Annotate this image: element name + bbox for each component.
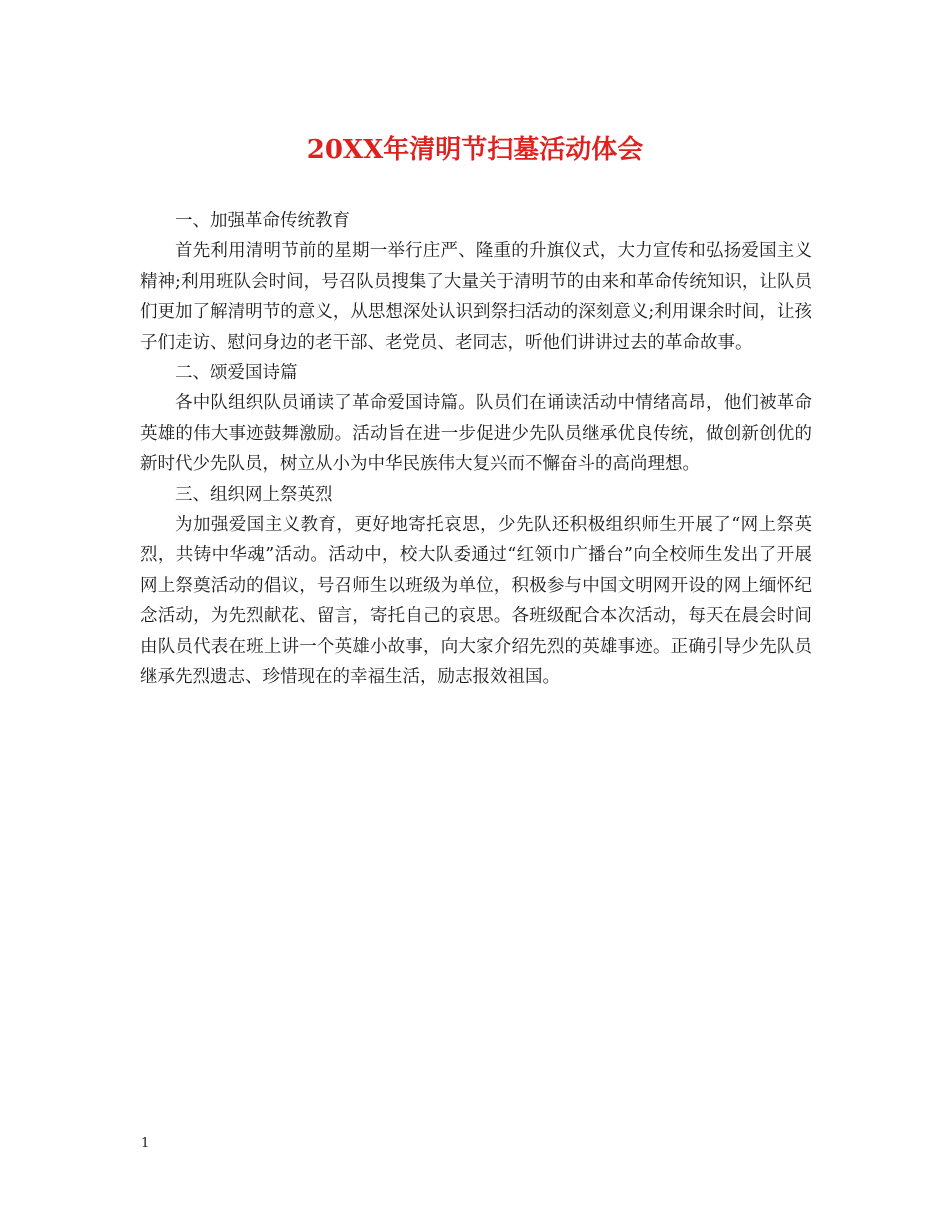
paragraph-1: 首先利用清明节前的星期一举行庄严、隆重的升旗仪式，大力宣传和弘扬爱国主义精神;利用班队会时间，号召队员搜集了大量关于清明节的由来和革命传统知识，让队员们更加了解清明节的意义，从思想深处认识到祭扫活动的深刻意义;利用课余时间，让孩子们走访、慰问身边的老干部、老党员、老同志，听他们讲讲过去的革命故事。 — [140, 241, 812, 353]
paragraph-3: 为加强爱国主义教育，更好地寄托哀思，少先队还积极组织师生开展了“网上祭英烈，共铸中华魂”活动。活动中，校大队委通过“红领巾广播台”向全校师生发出了开展网上祭奠活动的倡议，号召师生以班级为单位，积极参与中国文明网开设的网上缅怀纪念活动，为先烈献花、留言，寄托自己的哀思。各班级配合本次活动，每天在晨会时间由队员代表在班上讲一个英雄小故事，向大家介绍先烈的英雄事迹。正确引导少先队员继承先烈遗志、珍惜现在的幸福生活，励志报效祖国。 — [140, 515, 812, 688]
section-heading-1: 一、加强革命传统教育 — [175, 211, 350, 231]
document-title: 20XX年清明节扫墓活动体会 — [306, 135, 644, 165]
section-heading-3: 三、组织网上祭英烈 — [175, 484, 333, 505]
page-number: 1 — [141, 1136, 150, 1151]
document-body — [140, 206, 812, 693]
section-heading-2: 二、颂爱国诗篇 — [175, 363, 298, 384]
paragraph-2: 各中队组织队员诵读了革命爱国诗篇。队员们在诵读活动中情绪高昂，他们被革命英雄的伟大事迹鼓舞激励。活动旨在进一步促进少先队员继承优良传统，做创新创优的新时代少先队员，树立从小为中华民族伟大复兴而不懈奋斗的高尚理想。 — [140, 393, 812, 475]
